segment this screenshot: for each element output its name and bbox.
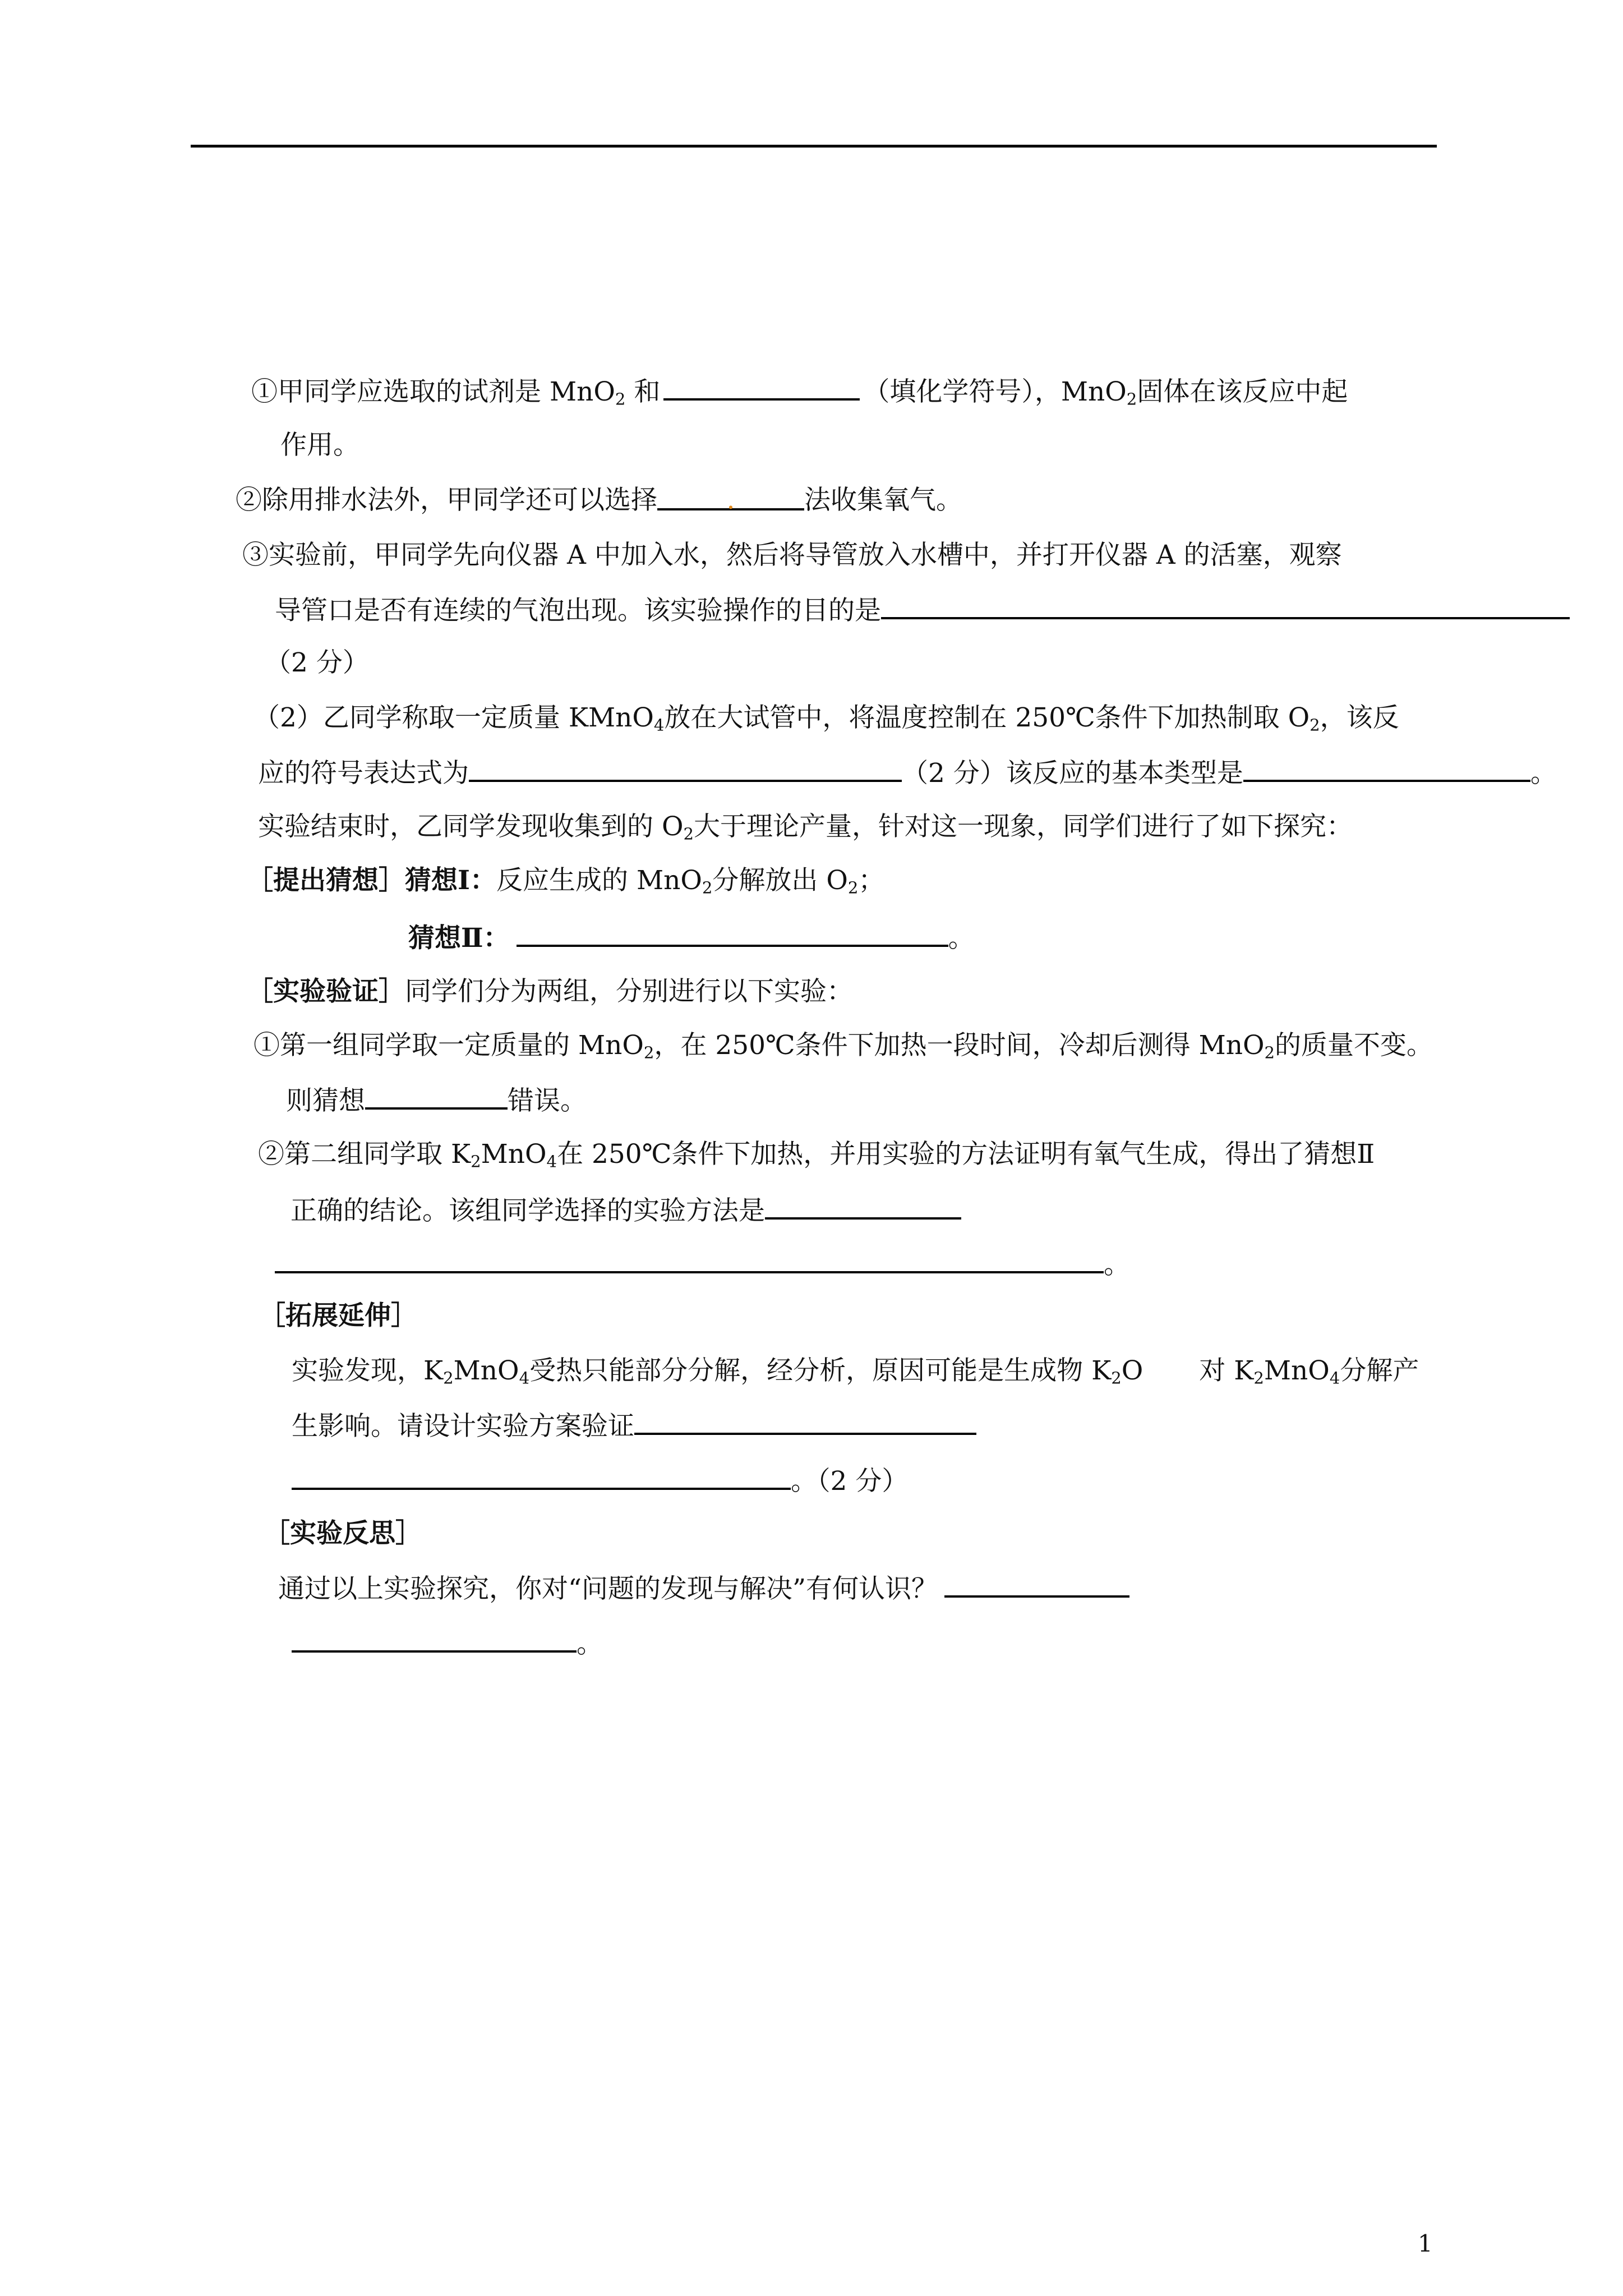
verify-group1-line2	[286, 1083, 587, 1118]
answer-blank-reflection-b[interactable]	[292, 1626, 577, 1653]
extend-c: 受热只能部分分解，经分析，原因可能是生成物 K	[529, 1355, 1112, 1386]
q3-line1	[242, 539, 1342, 572]
hypothesis-line1	[247, 864, 884, 904]
extend-d: O	[1121, 1355, 1144, 1386]
verify-g2d: 正确的结论。该组同学选择的实验方法是	[291, 1195, 765, 1226]
verify-g2a: ②第二组同学取 K	[258, 1139, 471, 1170]
part2-text-g: 实验结束时，乙同学发现收集到的 O	[258, 811, 684, 842]
subscript: 2	[1126, 389, 1137, 409]
reflect-b: 。	[577, 1628, 603, 1659]
subscript: 2	[847, 878, 859, 898]
q1-text-c: （填化学符号），MnO	[863, 376, 1127, 407]
answer-blank-reflection-a[interactable]	[944, 1571, 1129, 1598]
hypothesis-end: 。	[948, 923, 975, 954]
verify-intro: 同学们分为两组，分别进行以下实验：	[405, 976, 853, 1007]
verify-g1b: ，在 250℃条件下加热一段时间，冷却后测得 MnO	[654, 1030, 1265, 1061]
q1-text-d: 固体在该反应中起	[1137, 376, 1348, 407]
reflect-line1	[278, 1571, 1129, 1606]
part2-line2	[258, 755, 1557, 790]
q1-line1	[251, 374, 1348, 416]
part2-text-e: （2 分）该反应的基本类型是	[902, 758, 1243, 789]
hypothesis-text-b: 分解放出 O	[712, 865, 848, 896]
q2-line	[236, 484, 962, 517]
subscript: 4	[546, 1152, 557, 1171]
hypothesis-text-c: ；	[858, 865, 885, 896]
verify-g2e: 。	[1104, 1249, 1130, 1280]
verify-group2-line1	[258, 1138, 1375, 1178]
extend-a: 实验发现，K	[292, 1355, 444, 1386]
q3-text-a: ③实验前，甲同学先向仪器 A 中加入水，然后将导管放入水槽中，并打开仪器 A 的活塞，观察	[242, 540, 1342, 570]
subscript: 4	[1329, 1368, 1340, 1388]
extend-e: 对 K	[1199, 1355, 1254, 1386]
extend-heading: ［拓展延伸］	[259, 1300, 417, 1331]
verify-heading: ［实验验证］	[247, 976, 405, 1007]
q2-text-a: ②除用排水法外，甲同学还可以选择	[236, 485, 657, 516]
verify-group2-line3	[275, 1246, 1130, 1282]
verify-group2-line2	[291, 1193, 961, 1228]
q1-text-a: ①甲同学应选取的试剂是 MnO	[251, 376, 615, 407]
answer-blank-method-b[interactable]	[275, 1246, 1104, 1273]
part2-text-d: 应的符号表达式为	[258, 758, 469, 789]
answer-blank-design-a[interactable]	[634, 1408, 976, 1435]
page-number: 1	[1418, 2230, 1433, 2257]
hypothesis-text-a: 反应生成的 MnO	[496, 865, 702, 896]
answer-blank-reaction-type[interactable]	[1243, 755, 1530, 782]
answer-blank-purpose[interactable]	[881, 592, 1570, 619]
q1-line2	[280, 429, 359, 462]
extend-line1	[292, 1354, 1419, 1395]
extend-b: MnO	[453, 1355, 519, 1386]
subscript: 2	[1310, 715, 1320, 735]
extend-heading-line	[259, 1299, 417, 1333]
verify-g1a: ①第一组同学取一定质量的 MnO	[253, 1030, 644, 1061]
subscript: 4	[519, 1368, 530, 1388]
subscript: 2	[1253, 1368, 1264, 1388]
reflect-heading: ［实验反思］	[264, 1518, 422, 1549]
reflect-a: 通过以上实验探究，你对“问题的发现与解决”有何认识？	[278, 1573, 938, 1604]
hypothesis-heading: ［提出猜想］猜想Ⅰ：	[247, 865, 496, 896]
extend-h: 生影响。请设计实验方案验证	[292, 1411, 634, 1442]
reflect-line2	[292, 1626, 603, 1661]
subscript: 2	[471, 1152, 481, 1171]
q3-text-b: 导管口是否有连续的气泡出现。该实验操作的目的是	[275, 595, 881, 626]
part2-text-h: 大于理论产量，针对这一现象，同学们进行了如下探究：	[694, 811, 1353, 842]
answer-blank-wrong-hypothesis[interactable]	[365, 1083, 508, 1110]
q2-text-b: 法收集氧气。	[804, 485, 962, 516]
part2-line1	[253, 701, 1399, 742]
hypothesis-line2	[408, 920, 975, 955]
extend-line3	[292, 1463, 908, 1498]
extend-g: 分解产	[1340, 1355, 1419, 1386]
hypothesis2-label: 猜想Ⅱ：	[408, 923, 510, 954]
part2-text-b: 放在大试管中，将温度控制在 250℃条件下加热制取 O	[664, 702, 1310, 733]
subscript: 2	[683, 824, 694, 844]
part2-text-a: （2）乙同学称取一定质量 KMnO	[253, 702, 654, 733]
verify-g2b: MnO	[481, 1139, 547, 1170]
verify-line1	[247, 975, 853, 1009]
q3-line3	[265, 646, 369, 680]
answer-blank-reagent[interactable]	[663, 374, 860, 401]
answer-blank-design-b[interactable]	[292, 1463, 791, 1490]
q3-line2	[275, 592, 1570, 628]
subscript: 2	[443, 1368, 454, 1388]
verify-g2c: 在 250℃条件下加热，并用实验的方法证明有氧气生成，得出了猜想Ⅱ	[557, 1139, 1375, 1170]
subscript: 2	[1111, 1368, 1122, 1388]
reflect-heading-line	[264, 1517, 422, 1550]
verify-g1e: 错误。	[508, 1085, 587, 1116]
subscript: 2	[643, 1043, 654, 1062]
part2-text-f: 。	[1530, 758, 1557, 789]
verify-g1c: 的质量不变。	[1275, 1030, 1433, 1061]
answer-blank-equation[interactable]	[469, 755, 902, 782]
header-rule	[191, 145, 1437, 148]
subscript: 2	[615, 389, 626, 409]
answer-blank-collection-method[interactable]	[657, 484, 804, 516]
extend-f: MnO	[1264, 1355, 1330, 1386]
answer-blank-hypothesis2[interactable]	[517, 920, 948, 947]
subscript: 4	[653, 715, 665, 735]
q1-text-b: 和	[625, 376, 661, 407]
answer-blank-method-a[interactable]	[765, 1193, 961, 1220]
verify-group1-line1	[253, 1029, 1433, 1069]
extend-line2	[292, 1408, 976, 1443]
q1-text-e: 作用。	[280, 430, 359, 461]
part2-text-c: ，该反	[1320, 702, 1399, 733]
verify-g1d: 则猜想	[286, 1085, 365, 1116]
orange-dot-mark: .	[726, 485, 735, 516]
part2-line3	[258, 810, 1353, 850]
extend-i: 。（2 分）	[791, 1466, 909, 1497]
subscript: 2	[702, 878, 713, 898]
q3-text-c: （2 分）	[265, 647, 369, 678]
subscript: 2	[1264, 1043, 1275, 1062]
